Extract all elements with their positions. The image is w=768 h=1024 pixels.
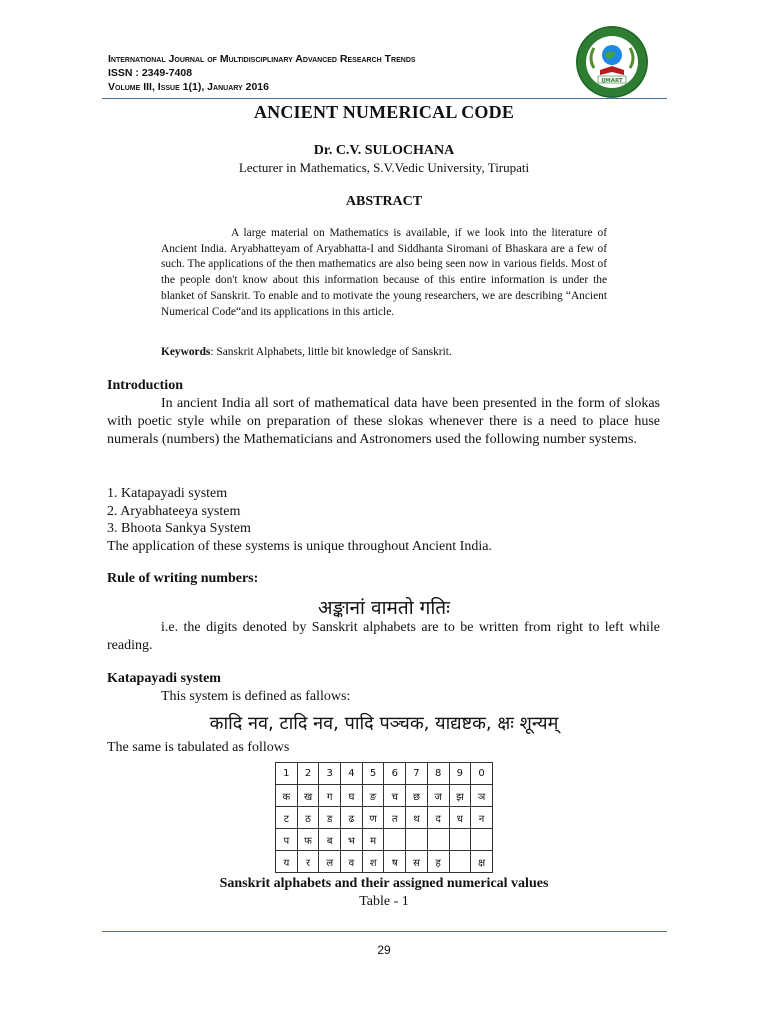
paper-title: ANCIENT NUMERICAL CODE	[253, 102, 515, 122]
footer-divider	[102, 931, 667, 932]
table-cell: 0	[471, 763, 493, 785]
table-cell: 7	[406, 763, 428, 785]
journal-logo	[574, 24, 650, 100]
paper-affiliation: Lecturer in Mathematics, S.V.Vedic University, Tirupati	[238, 160, 530, 175]
table-cell: भ	[341, 829, 363, 851]
table-cell: ध	[449, 807, 471, 829]
table-cell: 2	[297, 763, 319, 785]
table-cell	[449, 829, 471, 851]
rule-heading: Rule of writing numbers:	[107, 571, 259, 586]
table-cell: फ	[297, 829, 319, 851]
table-cell: झ	[449, 785, 471, 807]
table-cell: 1	[276, 763, 298, 785]
table-label: Table - 1	[359, 894, 409, 909]
table-cell: क्ष	[471, 851, 493, 873]
table-cell: व	[341, 851, 363, 873]
table-cell: ञ	[471, 785, 493, 807]
table-cell	[471, 829, 493, 851]
list-item: 1. Katapayadi system	[107, 486, 228, 501]
table-cell: 5	[362, 763, 384, 785]
katapayadi-sloka: कादि नव, टादि नव, पादि पञ्चक, याद्यष्टक, क्षः शून्यम्	[209, 713, 559, 734]
table-cell	[449, 851, 471, 873]
table-cell: ह	[427, 851, 449, 873]
keywords	[161, 346, 452, 358]
table-cell: 9	[449, 763, 471, 785]
table-cell: 3	[319, 763, 341, 785]
header-divider	[102, 98, 667, 99]
introduction-closing: The application of these systems is unique throughout Ancient India.	[107, 538, 492, 554]
journal-name: International Journal of Multidisciplinary Advanced Research Trends	[108, 53, 416, 65]
keywords-text: : Sanskrit Alphabets, little bit knowledge of Sanskrit.	[210, 346, 452, 358]
table-cell: छ	[406, 785, 428, 807]
table-cell: य	[276, 851, 298, 873]
table-cell: ट	[276, 807, 298, 829]
table-row	[276, 785, 493, 807]
table-cell: थ	[406, 807, 428, 829]
table-cell: त	[384, 807, 406, 829]
abstract-body: A large material on Mathematics is available, if we look into the literature of Ancient India. Aryabhatteyam of Aryabhatta-I and Siddhanta Siromani of Bhaskara are a few of such. The applications of the then mathematics are also being seen now in various fields. Most of the people don't know about this information because of this entire information is under the blanket of Sanskrit. To enable and to motivate the young researchers, we are describing “Ancient Numerical Code“and its applications in this article.	[161, 227, 607, 318]
introduction-heading: Introduction	[107, 378, 183, 393]
table-cell: ज	[427, 785, 449, 807]
paper-author: Dr. C.V. SULOCHANA	[313, 143, 455, 158]
page-number: 29	[377, 943, 391, 957]
table-cell: ण	[362, 807, 384, 829]
table-cell: ढ	[341, 807, 363, 829]
table-cell	[384, 829, 406, 851]
tabulated-text: The same is tabulated as follows	[107, 740, 290, 755]
table-cell: ग	[319, 785, 341, 807]
table-row	[276, 851, 493, 873]
katapayadi-heading: Katapayadi system	[107, 671, 221, 686]
table-cell: न	[471, 807, 493, 829]
table-cell: ठ	[297, 807, 319, 829]
table-cell: ड	[319, 807, 341, 829]
table-cell: स	[406, 851, 428, 873]
table-row	[276, 807, 493, 829]
list-item: 2. Aryabhateeya system	[107, 503, 241, 519]
table-cell: ख	[297, 785, 319, 807]
journal-issn: ISSN : 2349-7408	[108, 67, 193, 79]
table-cell: 6	[384, 763, 406, 785]
table-cell: ब	[319, 829, 341, 851]
table-cell: च	[384, 785, 406, 807]
journal-header	[108, 52, 416, 94]
table-cell: घ	[341, 785, 363, 807]
table-cell: क	[276, 785, 298, 807]
logo-acronym: IJMART	[601, 77, 623, 84]
table-cell: म	[362, 829, 384, 851]
keywords-label: Keywords	[161, 346, 211, 358]
introduction-body: In ancient India all sort of mathematical data have been presented in the form of slokas with poetic style while on preparation of these slokas whenever there is a need to place huse numerals (numbers) the Mathematicians and Astronomers used the following number systems.	[107, 396, 660, 447]
journal-volume: Volume III, Issue 1(1), January 2016	[108, 81, 269, 93]
katapayadi-intro: This system is defined as fallows:	[161, 689, 351, 704]
table-row	[276, 829, 493, 851]
table-cell: 4	[341, 763, 363, 785]
table-cell: श	[362, 851, 384, 873]
table-caption: Sanskrit alphabets and their assigned numerical values	[219, 876, 549, 891]
list-item: 3. Bhoota Sankya System	[107, 521, 251, 536]
table-cell: द	[427, 807, 449, 829]
table-cell: 8	[427, 763, 449, 785]
table-cell: प	[276, 829, 298, 851]
table-cell: र	[297, 851, 319, 873]
rule-sloka: अङ्कानां वामतो गतिः	[318, 597, 450, 619]
table-cell	[427, 829, 449, 851]
table-cell: ष	[384, 851, 406, 873]
table-cell: ल	[319, 851, 341, 873]
katapayadi-table	[275, 762, 493, 873]
number-systems-list	[107, 485, 667, 555]
table-cell: ङ	[362, 785, 384, 807]
table-cell	[406, 829, 428, 851]
abstract-heading: ABSTRACT	[345, 194, 423, 209]
rule-explanation: i.e. the digits denoted by Sanskrit alphabets are to be written from right to left while reading.	[107, 620, 660, 653]
table-row	[276, 763, 493, 785]
